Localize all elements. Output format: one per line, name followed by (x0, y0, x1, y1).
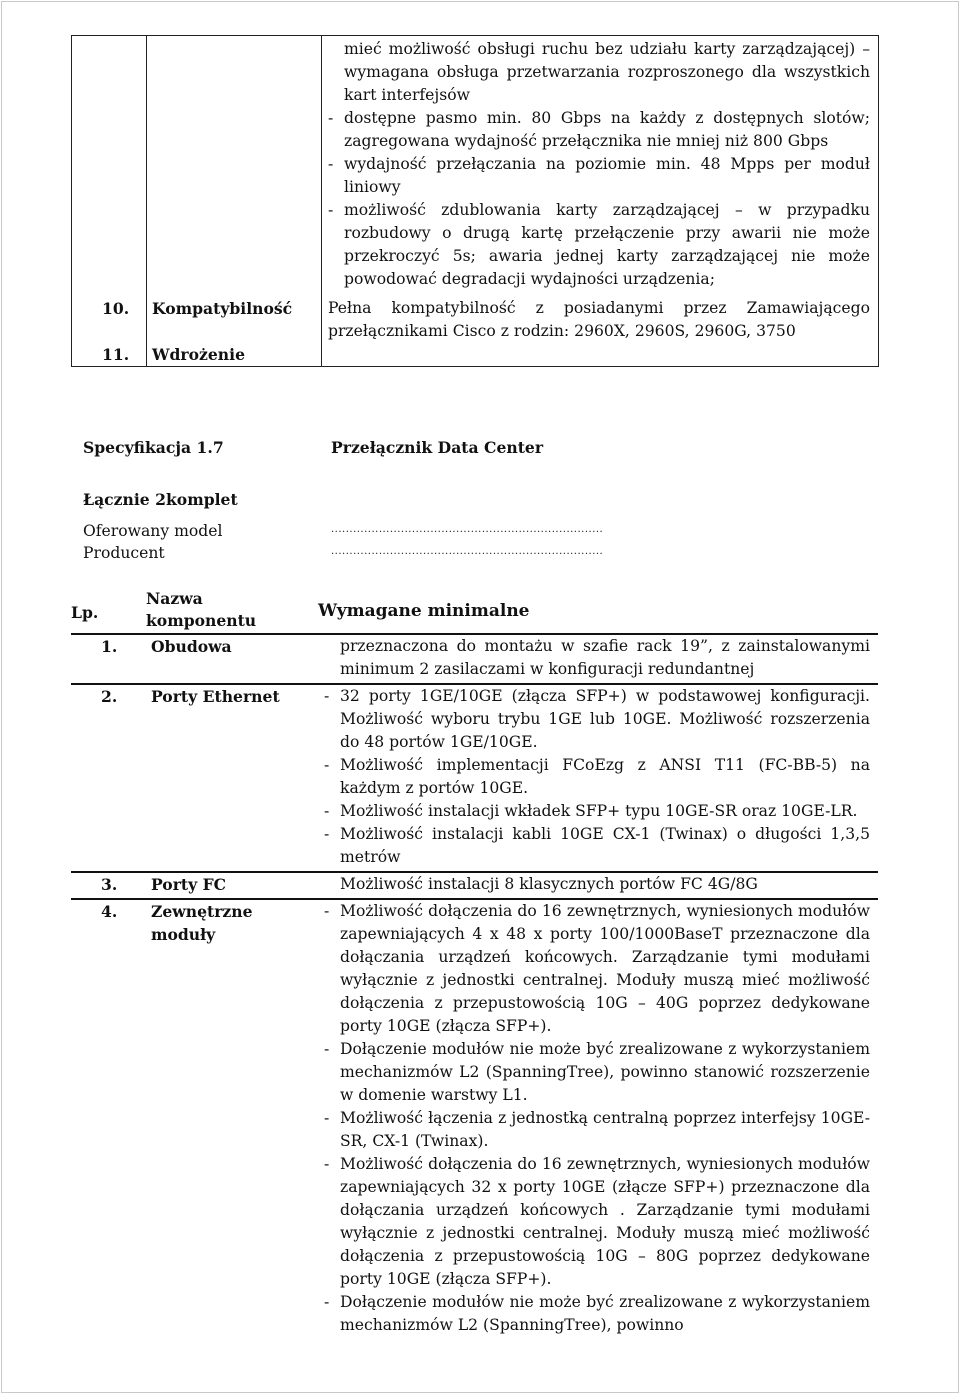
table-row (71, 634, 878, 684)
list-item: przeznaczona do montażu w szafie rack 19”, z zainstalowanymi minimum 2 zasilaczami w konfiguracji redundantnej (340, 637, 870, 678)
component-name: Porty Ethernet (146, 684, 318, 872)
model-value: .......................................................................... (331, 524, 604, 535)
component-name: Porty FC (146, 872, 318, 899)
list-item: Możliwość instalacji 8 klasycznych portów FC 4G/8G (340, 875, 758, 893)
table-row (71, 872, 878, 899)
list-item: - Możliwość dołączenia do 16 zewnętrznych, wyniesionych modułów zapewniających 32 x porty 10GE (złącze SFP+) przeznaczone dla dołączania urządzeń końcowych . Zarządzanie tymi modułami wyłącznie z jednostki centralnej. Moduły muszą mieć możliwość dołączenia z przepustowością 10G – 80G poprzez dedykowane porty 10GE (złącza SFP+). (324, 1155, 870, 1288)
component-name: Zewnętrzne moduły (146, 899, 318, 1337)
list-item: - wydajność przełączania na poziomie min. 48 Mpps per moduł liniowy (328, 155, 870, 196)
list-item: - Możliwość łączenia z jednostką centralną poprzez interfejsy 10GE-SR, CX-1 (Twinax). (324, 1109, 870, 1150)
spec-title: Przełącznik Data Center (331, 438, 544, 457)
list-item: - Dołączenie modułów nie może być zrealizowane z wykorzystaniem mechanizmów L2 (SpanningTree), powinno (324, 1293, 870, 1334)
row-number: 2. (71, 684, 146, 872)
header-name: Nazwa komponentu (146, 589, 257, 630)
spec-table-continued (71, 35, 879, 367)
component-name: Kompatybilność (147, 297, 322, 343)
spec-label: Specyfikacja 1.7 (83, 438, 224, 457)
component-name: Wdrożenie (147, 343, 322, 367)
producer-value: .......................................................................... (331, 546, 604, 557)
table-row (72, 343, 879, 367)
model-label: Oferowany model (83, 522, 223, 540)
table-row (71, 684, 878, 872)
requirement-text (322, 343, 879, 367)
list-item: - dostępne pasmo min. 80 Gbps na każdy z dostępnych slotów; zagregowana wydajność przełącznika nie mniej niż 800 Gbps (328, 109, 870, 150)
list-item: - Możliwość implementacji FCoEzg z ANSI T11 (FC-BB-5) na każdym z portów 10GE. (324, 756, 870, 797)
requirement-text: Pełna kompatybilność z posiadanymi przez Zamawiającego przełącznikami Cisco z rodzin: 2960X, 2960S, 2960G, 3750 (322, 297, 879, 343)
table-header-row (71, 588, 878, 634)
table-row (72, 297, 879, 343)
table-row (72, 36, 879, 297)
row-number: 1. (71, 634, 146, 684)
component-name: Obudowa (146, 634, 318, 684)
header-requirements: Wymagane minimalne (318, 601, 530, 621)
list-item: - Możliwość instalacji wkładek SFP+ typu 10GE-SR oraz 10GE-LR. (324, 802, 858, 820)
producer-label: Producent (83, 544, 165, 562)
table-row (71, 899, 878, 1337)
row-number: 3. (71, 872, 146, 899)
total-quantity: Łącznie 2komplet (83, 490, 238, 509)
list-item: - Możliwość instalacji kabli 10GE CX-1 (Twinax) o długości 1,3,5 metrów (324, 825, 870, 866)
list-item: - Możliwość dołączenia do 16 zewnętrznych, wyniesionych modułów zapewniających 4 x 48 x porty 100/1000BaseT przeznaczone dla dołączania urządzeń końcowych. Zarządzanie tymi modułami wyłącznie z jednostki centralnej. Moduły muszą mieć możliwość dołączenia z przepustowością 10G – 40G poprzez dedykowane porty 10GE (złącza SFP+). (324, 902, 870, 1035)
row-number: 4. (71, 899, 146, 1337)
row-number: 10. (102, 298, 130, 318)
list-item: - Dołączenie modułów nie może być zrealizowane z wykorzystaniem mechanizmów L2 (SpanningTree), powinno stanowić rozszerzenie w domenie warstwy L1. (324, 1040, 870, 1104)
list-item: - 32 porty 1GE/10GE (złącza SFP+) w podstawowej konfiguracji. Możliwość wyboru trybu 1GE lub 10GE. Możliwość rozszerzenia do 48 portów 1GE/10GE. (324, 687, 870, 751)
row-number: 11. (102, 344, 130, 364)
list-item: mieć możliwość obsługi ruchu bez udziału karty zarządzającej) – wymagana obsługa przetwarzania rozproszonego dla wszystkich kart interfejsów (344, 40, 870, 104)
list-item: - możliwość zdublowania karty zarządzającej – w przypadku rozbudowy o drugą kartę przełączenie przy awarii nie może przekroczyć 5s; awaria jednej karty zarządzającej nie może powodować degradacji wydajności urządzenia; (328, 201, 870, 288)
spec-table (71, 588, 878, 1337)
header-lp: Lp. (71, 603, 99, 622)
